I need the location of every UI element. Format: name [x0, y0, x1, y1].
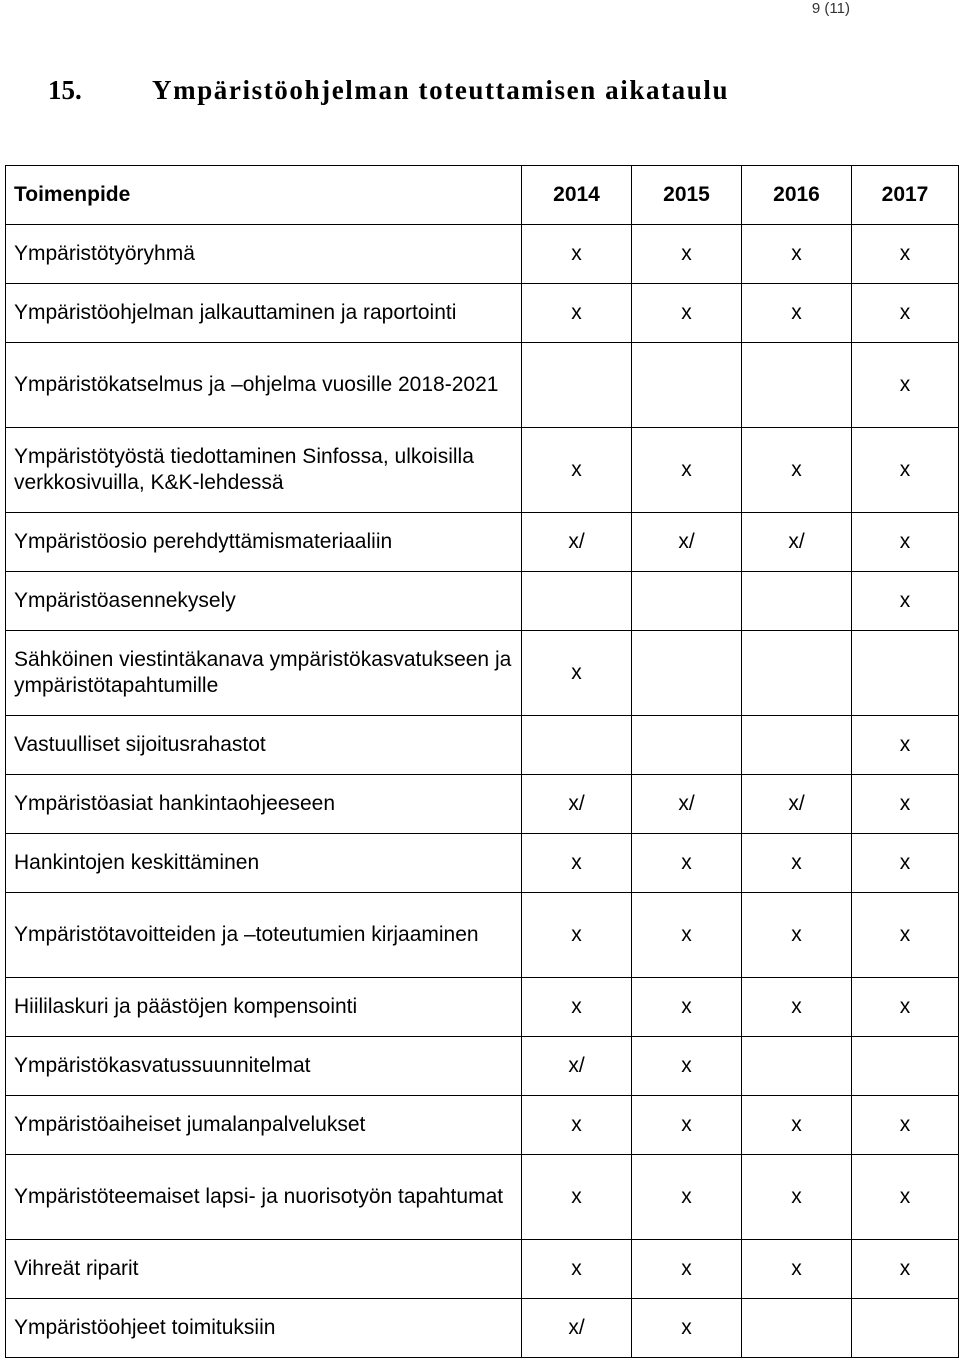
action-cell: Ympäristöaiheiset jumalanpalvelukset [6, 1096, 522, 1155]
mark-cell: x/ [522, 775, 632, 834]
table-row [6, 893, 959, 978]
table-row [6, 1037, 959, 1096]
mark-cell: x [742, 225, 852, 284]
mark-cell: x [632, 978, 742, 1037]
mark-cell: x [522, 1096, 632, 1155]
mark-cell: x [522, 893, 632, 978]
action-cell: Vastuulliset sijoitusrahastot [6, 716, 522, 775]
mark-cell [742, 631, 852, 716]
action-cell: Ympäristöteemaiset lapsi- ja nuorisotyön tapahtumat [6, 1155, 522, 1240]
mark-cell: x [852, 513, 959, 572]
table-row [6, 978, 959, 1037]
mark-cell [742, 343, 852, 428]
mark-cell: x [522, 1240, 632, 1299]
mark-cell: x [632, 1240, 742, 1299]
mark-cell: x [522, 1155, 632, 1240]
mark-cell: x [632, 428, 742, 513]
mark-cell [742, 716, 852, 775]
table-row [6, 1096, 959, 1155]
action-cell: Ympäristötavoitteiden ja –toteutumien kirjaaminen [6, 893, 522, 978]
action-cell: Ympäristötyöryhmä [6, 225, 522, 284]
table-row [6, 428, 959, 513]
section-heading [48, 74, 729, 106]
mark-cell: x [742, 978, 852, 1037]
mark-cell [522, 572, 632, 631]
mark-cell [852, 1299, 959, 1358]
action-cell: Ympäristökatselmus ja –ohjelma vuosille 2018-2021 [6, 343, 522, 428]
mark-cell: x [852, 428, 959, 513]
mark-cell: x/ [742, 513, 852, 572]
table-row [6, 513, 959, 572]
mark-cell [852, 1037, 959, 1096]
mark-cell: x/ [632, 513, 742, 572]
action-cell: Ympäristöasennekysely [6, 572, 522, 631]
mark-cell: x [852, 1155, 959, 1240]
mark-cell: x [852, 978, 959, 1037]
mark-cell: x [852, 1240, 959, 1299]
mark-cell: x [852, 284, 959, 343]
mark-cell [742, 1037, 852, 1096]
table-row [6, 1155, 959, 1240]
section-title: Ympäristöohjelman toteuttamisen aikataulu [152, 75, 730, 105]
mark-cell: x [522, 284, 632, 343]
mark-cell [852, 631, 959, 716]
mark-cell: x [632, 284, 742, 343]
action-cell: Ympäristötyöstä tiedottaminen Sinfossa, ulkoisilla verkkosivuilla, K&K-lehdessä [6, 428, 522, 513]
header-year: 2014 [522, 166, 632, 225]
mark-cell [742, 1299, 852, 1358]
mark-cell: x [742, 428, 852, 513]
mark-cell: x [742, 1240, 852, 1299]
mark-cell: x [522, 978, 632, 1037]
mark-cell [632, 572, 742, 631]
mark-cell: x [522, 428, 632, 513]
mark-cell [522, 716, 632, 775]
mark-cell: x [852, 893, 959, 978]
table-row [6, 284, 959, 343]
mark-cell: x/ [522, 513, 632, 572]
action-cell: Sähköinen viestintäkanava ympäristökasvatukseen ja ympäristötapahtumille [6, 631, 522, 716]
mark-cell [632, 716, 742, 775]
mark-cell: x [632, 893, 742, 978]
action-cell: Vihreät riparit [6, 1240, 522, 1299]
mark-cell: x [632, 1037, 742, 1096]
action-cell: Hiililaskuri ja päästöjen kompensointi [6, 978, 522, 1037]
mark-cell [632, 631, 742, 716]
table-row [6, 572, 959, 631]
mark-cell: x [742, 1155, 852, 1240]
mark-cell: x [742, 284, 852, 343]
table-row [6, 631, 959, 716]
mark-cell: x [522, 631, 632, 716]
action-cell: Hankintojen keskittäminen [6, 834, 522, 893]
mark-cell: x/ [522, 1037, 632, 1096]
mark-cell: x [632, 1096, 742, 1155]
page-number: 9 (11) [811, 0, 850, 17]
mark-cell: x [852, 572, 959, 631]
table-row [6, 834, 959, 893]
schedule-table [5, 165, 959, 1358]
mark-cell: x [522, 225, 632, 284]
header-year: 2015 [632, 166, 742, 225]
mark-cell: x/ [742, 775, 852, 834]
action-cell: Ympäristöasiat hankintaohjeeseen [6, 775, 522, 834]
table-header-row [6, 166, 959, 225]
mark-cell: x [632, 834, 742, 893]
table-row [6, 1240, 959, 1299]
table-row [6, 775, 959, 834]
action-cell: Ympäristöohjeet toimituksiin [6, 1299, 522, 1358]
table-row [6, 716, 959, 775]
mark-cell: x [632, 1155, 742, 1240]
mark-cell: x [852, 225, 959, 284]
mark-cell: x [852, 834, 959, 893]
mark-cell [632, 343, 742, 428]
mark-cell [522, 343, 632, 428]
table-row [6, 1299, 959, 1358]
mark-cell: x [742, 1096, 852, 1155]
mark-cell [742, 572, 852, 631]
table-row [6, 225, 959, 284]
mark-cell: x/ [522, 1299, 632, 1358]
mark-cell: x/ [632, 775, 742, 834]
mark-cell: x [852, 775, 959, 834]
mark-cell: x [742, 834, 852, 893]
mark-cell: x [522, 834, 632, 893]
header-year: 2017 [852, 166, 959, 225]
header-year: 2016 [742, 166, 852, 225]
action-cell: Ympäristöohjelman jalkauttaminen ja raportointi [6, 284, 522, 343]
mark-cell: x [852, 1096, 959, 1155]
mark-cell: x [852, 716, 959, 775]
section-number: 15. [48, 75, 82, 105]
action-cell: Ympäristöosio perehdyttämismateriaaliin [6, 513, 522, 572]
mark-cell: x [632, 1299, 742, 1358]
mark-cell: x [632, 225, 742, 284]
mark-cell: x [742, 893, 852, 978]
header-action: Toimenpide [6, 166, 522, 225]
table-row [6, 343, 959, 428]
mark-cell: x [852, 343, 959, 428]
action-cell: Ympäristökasvatussuunnitelmat [6, 1037, 522, 1096]
